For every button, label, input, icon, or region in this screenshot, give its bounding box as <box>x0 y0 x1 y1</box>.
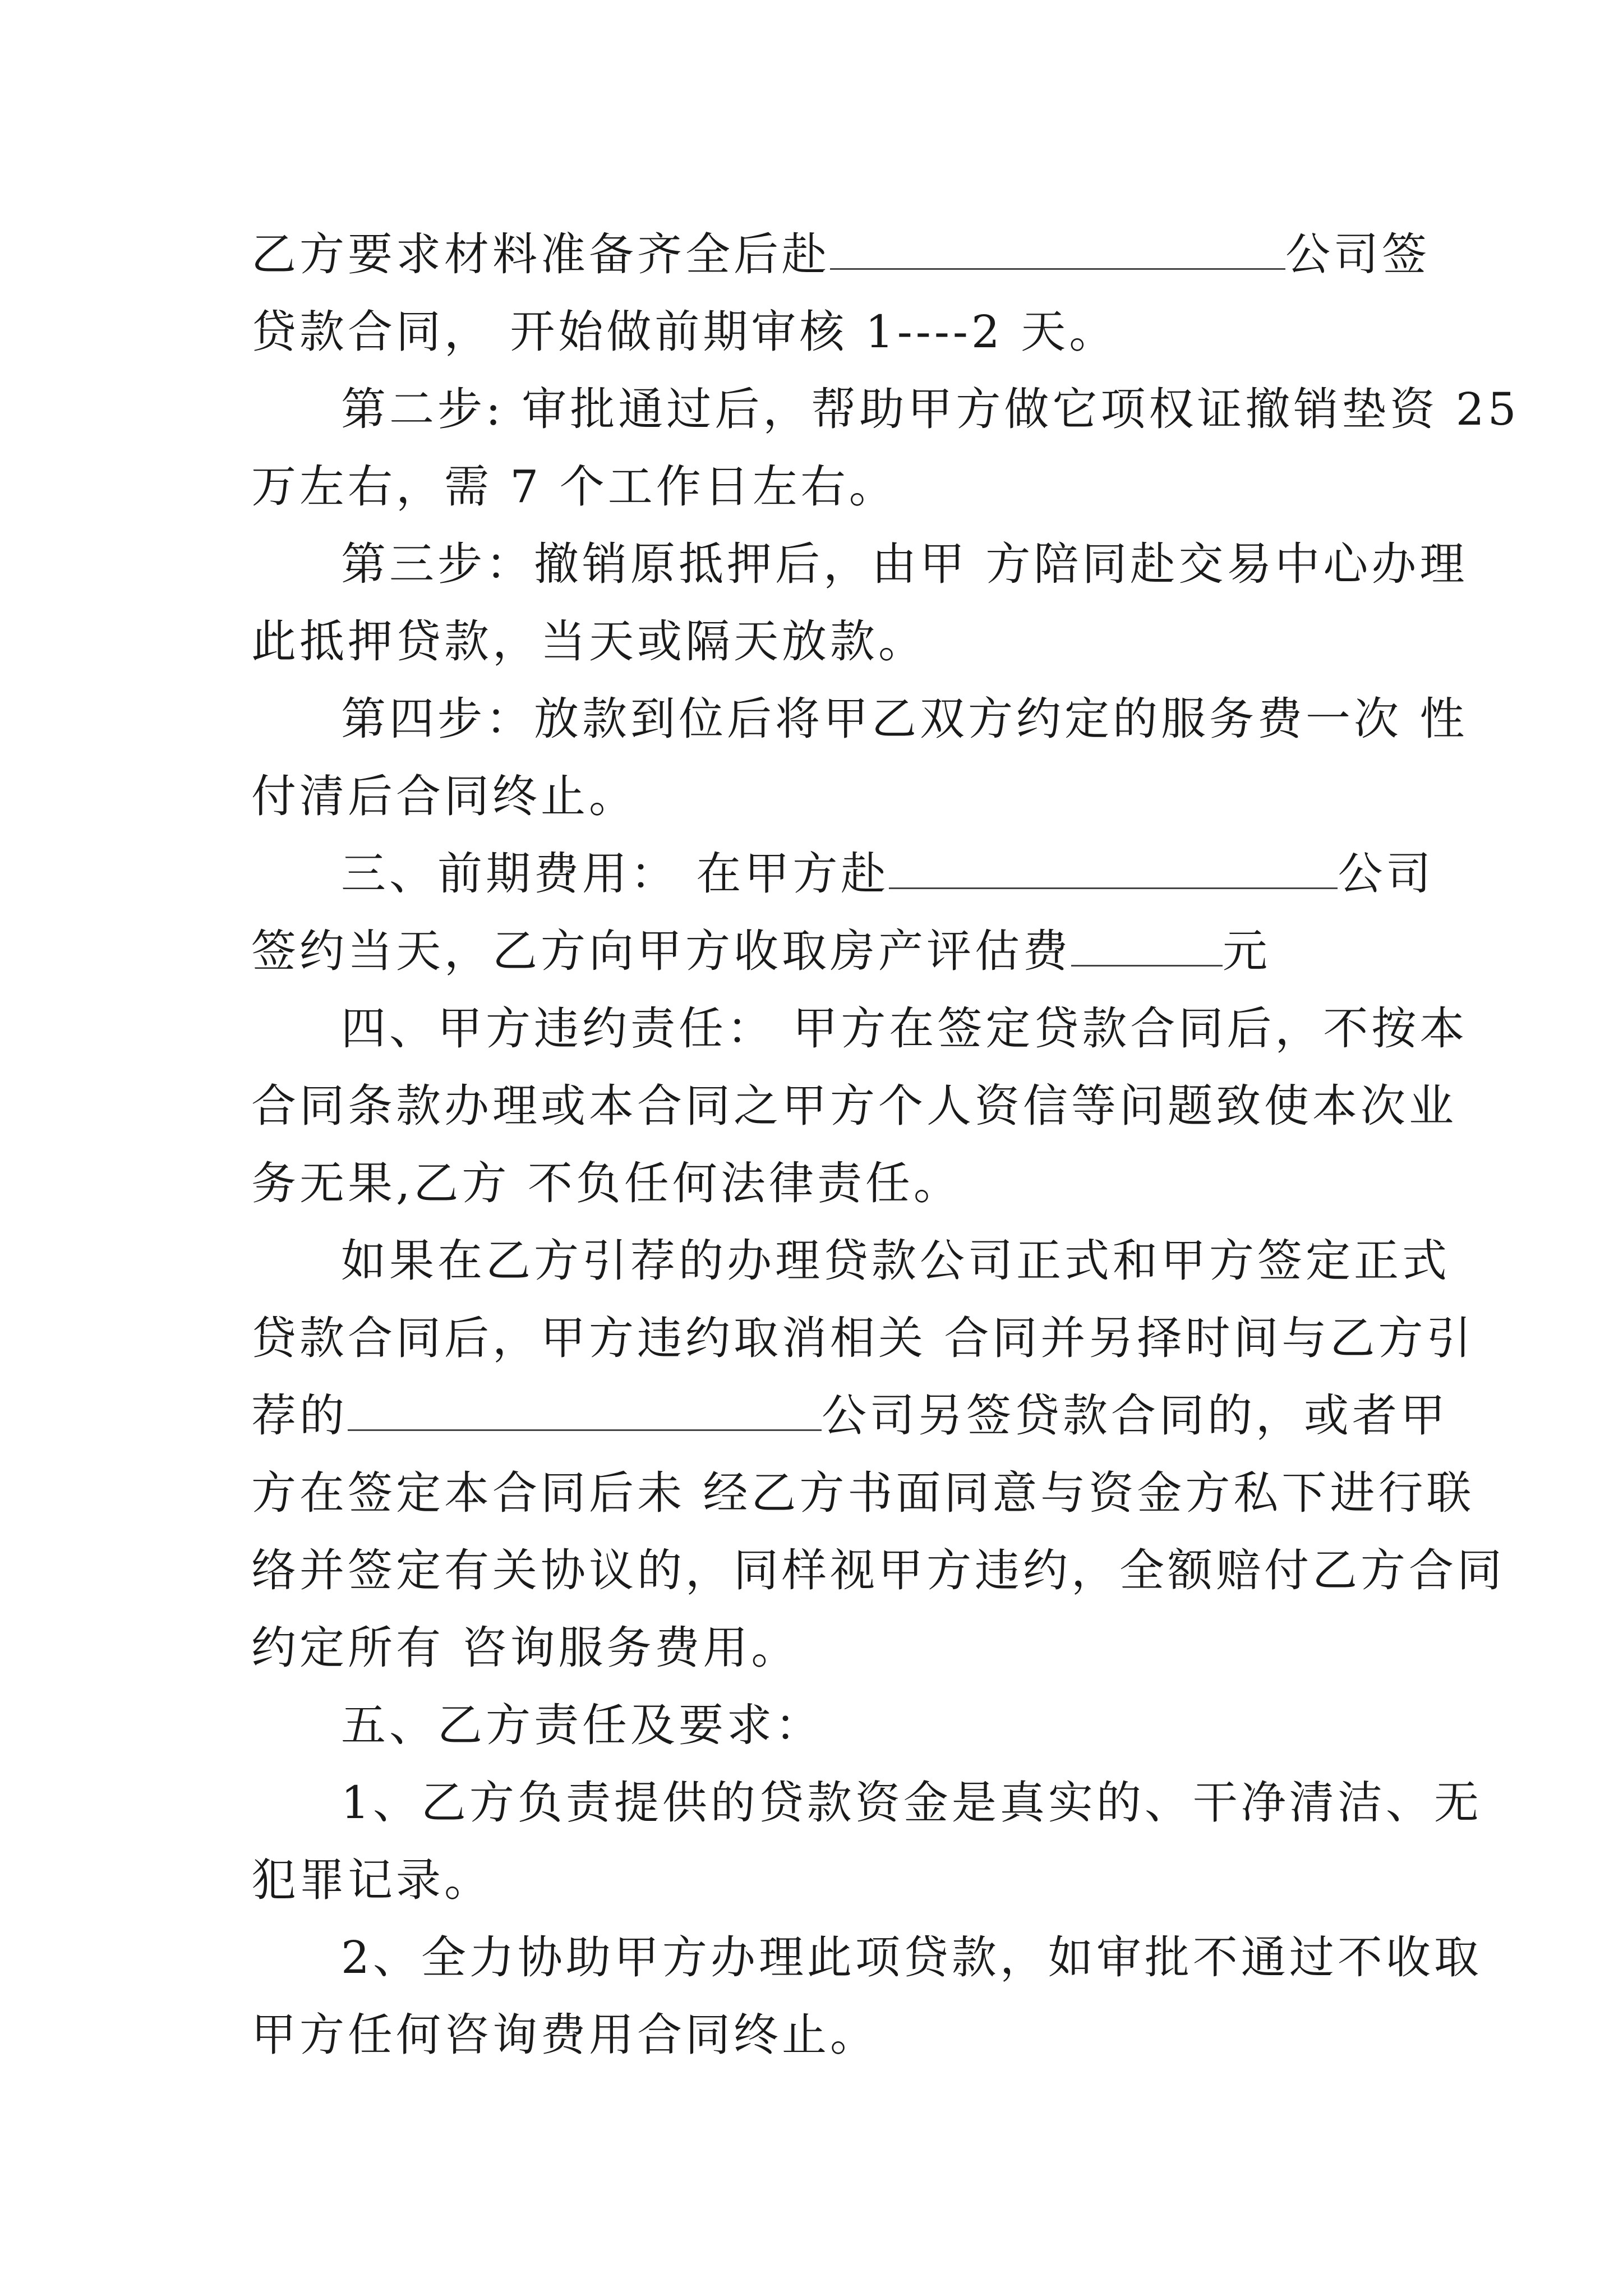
text-line <box>251 1609 1390 1687</box>
text-line <box>251 448 1390 526</box>
fill-in-blank[interactable] <box>1071 930 1223 967</box>
line-text: 第三步：撤销原抵押后，由甲 方陪同赴交易中心办理 <box>341 538 1468 590</box>
text-line <box>251 1222 1450 1300</box>
text-line <box>251 680 1468 758</box>
document-page <box>251 216 1520 2074</box>
text-line <box>251 990 1468 1068</box>
fill-in-blank[interactable] <box>348 1395 822 1431</box>
line-text: 贷款合同后，甲方违约取消相关 合同并另择时间与乙方引 <box>251 1312 1475 1364</box>
line-text: 合同条款办理或本合同之甲方个人资信等问题致使本次业 <box>251 1080 1457 1132</box>
fill-in-blank[interactable] <box>830 233 1285 270</box>
line-text: 方在签定本合同后未 经乙方书面同意与资金方私下进行联 <box>251 1467 1475 1519</box>
line-text: 1、乙方负责提供的贷款资金是真实的、干净清洁、无 <box>341 1777 1482 1829</box>
line-text: 元 <box>1223 925 1271 977</box>
text-line <box>251 1532 1505 1609</box>
line-text: 如果在乙方引荐的办理贷款公司正式和甲方签定正式 <box>341 1235 1450 1287</box>
line-text: 犯罪记录。 <box>251 1854 492 1906</box>
line-text: 甲方任何咨询费用合同终止。 <box>251 2009 878 2061</box>
text-line <box>251 1068 1457 1145</box>
text-line <box>251 603 1390 680</box>
text-line <box>251 293 1390 371</box>
text-line <box>251 913 1390 990</box>
line-text: 乙方要求材料准备齐全后赴 <box>251 228 830 280</box>
text-line <box>251 1996 1390 2074</box>
text-line <box>251 1842 1390 1919</box>
line-text: 公司另签贷款合同的，或者甲 <box>822 1389 1449 1442</box>
line-text: 五、乙方责任及要求： <box>341 1699 823 1751</box>
text-line <box>251 526 1468 603</box>
text-line <box>251 835 1435 913</box>
line-text: 2、全力协助甲方办理此项贷款，如审批不通过不收取 <box>341 1931 1482 1984</box>
line-text: 络并签定有关协议的，同样视甲方违约，全额赔付乙方合同 <box>251 1544 1505 1596</box>
line-text: 贷款合同， 开始做前期审核 1----2 天。 <box>251 306 1118 358</box>
line-text: 第四步：放款到位后将甲乙双方约定的服务费一次 性 <box>341 693 1468 745</box>
line-text: 万左右，需 7 个工作日左右。 <box>251 461 897 513</box>
text-line <box>251 1455 1475 1532</box>
line-text: 付清后合同终止。 <box>251 770 637 822</box>
line-text: 公司签 <box>1285 228 1430 280</box>
line-text: 荐的 <box>251 1389 348 1442</box>
line-text: 务无果,乙方 不负任何法律责任。 <box>251 1157 962 1209</box>
text-line <box>251 1145 1390 1222</box>
line-text: 公司 <box>1338 848 1435 900</box>
text-line <box>251 371 1520 448</box>
fill-in-blank[interactable] <box>889 853 1338 889</box>
line-text: 第二步: 审批通过后，帮助甲方做它项权证撤销垫资 25 <box>341 383 1520 435</box>
line-text: 三、前期费用： 在甲方赴 <box>341 848 889 900</box>
line-text: 四、甲方违约责任： 甲方在签定贷款合同后，不按本 <box>341 1002 1468 1055</box>
line-text: 签约当天，乙方向甲方收取房产评估费 <box>251 925 1071 977</box>
line-text: 约定所有 咨询服务费用。 <box>251 1622 800 1674</box>
text-line <box>251 1377 1449 1455</box>
text-line <box>251 1300 1475 1377</box>
text-line <box>251 1919 1482 1996</box>
text-line <box>251 1687 1390 1764</box>
line-text: 此抵押贷款，当天或隔天放款。 <box>251 615 926 668</box>
text-line <box>251 216 1430 293</box>
text-line <box>251 758 1390 835</box>
text-line <box>251 1764 1482 1842</box>
